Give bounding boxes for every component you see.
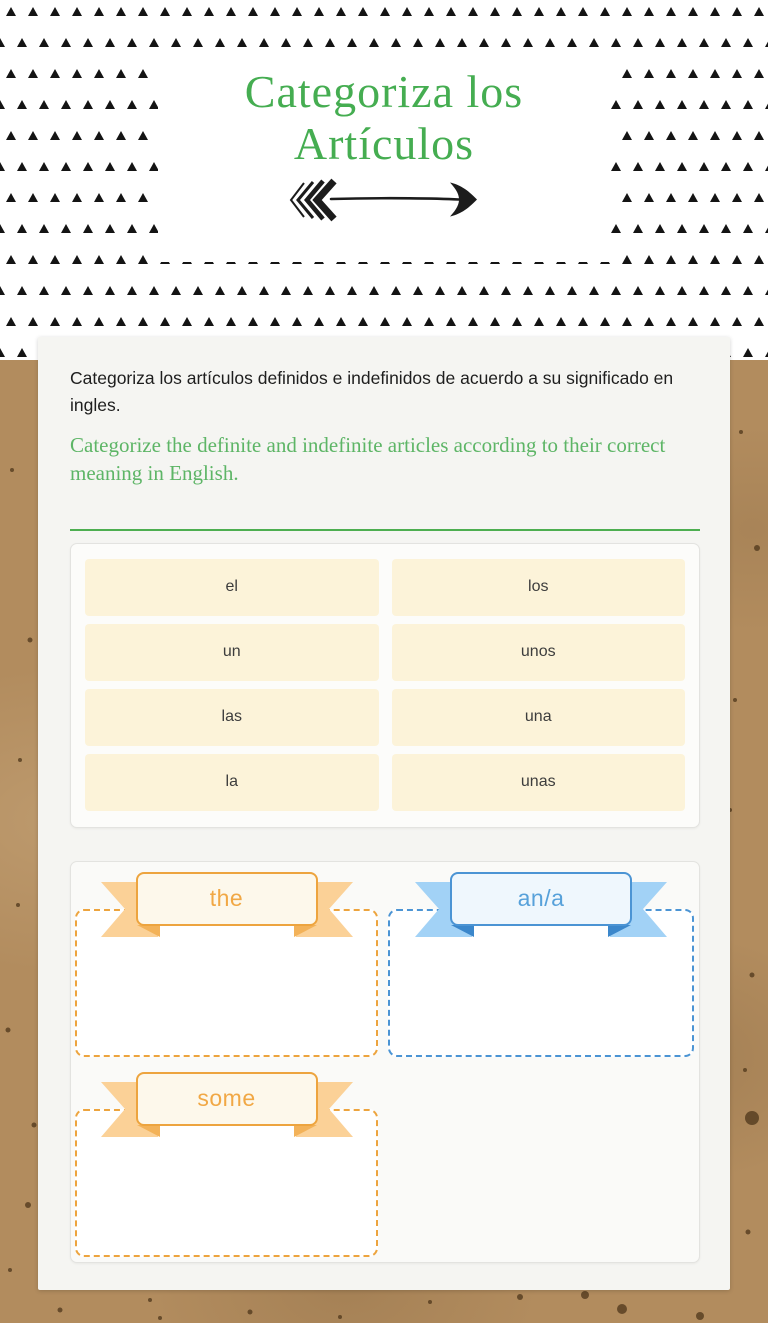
word-chip-los[interactable]: los: [392, 559, 686, 616]
drop-zone-some: [75, 1071, 378, 1261]
title-block: [158, 66, 610, 262]
word-chip-un[interactable]: un: [85, 624, 379, 681]
word-chip-las[interactable]: las: [85, 689, 379, 746]
zone-label-an-a: an/a: [517, 885, 565, 912]
instruction-spanish: Categoriza los artículos definidos e indefinidos de acuerdo a su significado en ingles.: [70, 368, 674, 416]
worksheet-panel: [38, 337, 730, 1290]
drop-zones-card: [70, 861, 700, 1263]
worksheet-header: [0, 0, 768, 360]
ribbon-banner-some: [98, 1071, 356, 1137]
word-chip-la[interactable]: la: [85, 754, 379, 811]
page-title-line2: Artículos: [293, 117, 475, 169]
ribbon-banner-the: [98, 871, 356, 937]
page-title-line1: Categoriza los: [244, 66, 524, 117]
drop-zone-an-a: [388, 871, 694, 1061]
drop-zone-the: [75, 871, 378, 1061]
word-chip-una[interactable]: una: [392, 689, 686, 746]
green-divider: [70, 529, 700, 531]
word-bank-card: [70, 543, 700, 828]
ribbon-banner-an-a: [412, 871, 670, 937]
word-chip-unas[interactable]: unas: [392, 754, 686, 811]
zone-label-the: the: [209, 885, 244, 912]
word-chip-unos[interactable]: unos: [392, 624, 686, 681]
instruction-english: Categorize the definite and indefinite articles according to their correct meaning in English.: [70, 433, 666, 485]
hand-drawn-arrow-icon: [279, 177, 489, 230]
zone-label-some: some: [197, 1085, 256, 1112]
word-chip-el[interactable]: el: [85, 559, 379, 616]
